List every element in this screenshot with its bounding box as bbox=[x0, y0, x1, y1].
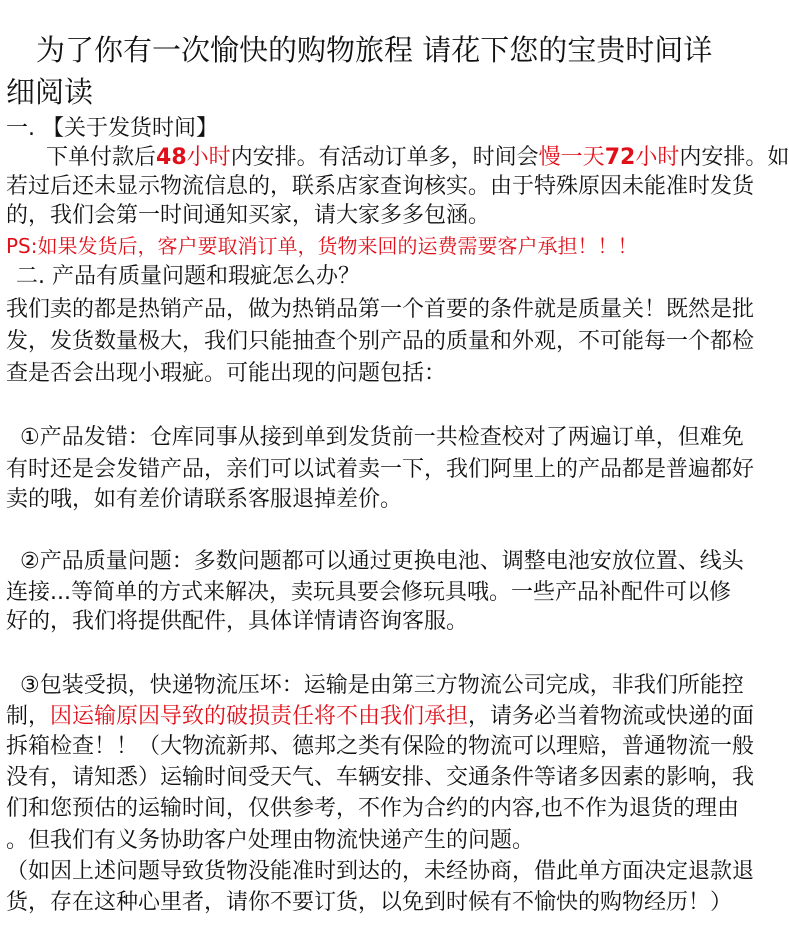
text-line bbox=[6, 826, 534, 856]
text-segment: 货，存在这种心里者，请你不要订货，以免到时候有不愉快的购物经历！） bbox=[6, 890, 733, 915]
text-line bbox=[46, 143, 789, 173]
text-segment: 内安排。如 bbox=[679, 145, 789, 170]
text-line bbox=[6, 359, 446, 389]
text-segment: 拆箱检查！！（大物流新邦、德邦之类有保险的物流可以理赔，普通物流一般 bbox=[6, 734, 755, 759]
text-line bbox=[6, 732, 754, 762]
text-segment: 连接...等简单的方式来解决，卖玩具要会修玩具哦。一些产品补配件可以修 bbox=[6, 580, 731, 605]
text-segment: ①产品发错：仓库同事从接到单到发货前一共检查校对了两遍订单，但难免 bbox=[20, 425, 744, 450]
text-segment: 制， bbox=[6, 704, 51, 729]
text-segment: 下单付款后 bbox=[46, 145, 157, 170]
text-segment: 好的，我们将提供配件，具体详情请咨询客服。 bbox=[6, 609, 469, 634]
text-line bbox=[6, 201, 490, 231]
text-line bbox=[16, 262, 360, 292]
text-line bbox=[6, 327, 754, 357]
text-segment: 为了你有一次愉快的购物旅程 请花下您的宝贵时间详 bbox=[36, 33, 713, 67]
text-segment: 的，我们会第一时间通知买家，请大家多多包涵。 bbox=[6, 203, 491, 228]
text-segment: 一. 【关于发货时间】 bbox=[6, 116, 218, 141]
text-line bbox=[6, 455, 754, 485]
text-line bbox=[6, 578, 731, 608]
text-segment: 没有，请知悉）运输时间受天气、车辆安排、交通条件等诸多因素的影响，我 bbox=[6, 765, 755, 790]
text-line bbox=[6, 485, 402, 515]
text-segment: 发，发货数量极大，我们只能抽查个别产品的质量和外观，不可能每一个都检 bbox=[6, 329, 755, 354]
highlighted-text: 小时 bbox=[635, 145, 680, 170]
text-line bbox=[6, 607, 468, 637]
highlighted-text: 48 bbox=[156, 145, 187, 170]
text-segment: 若过后还未显示物流信息的，联系店家查询核实。由于特殊原因未能准时发货 bbox=[6, 174, 755, 199]
text-segment: ②产品质量问题：多数问题都可以通过更换电池、调整电池安放位置、线头 bbox=[20, 549, 744, 574]
document-title-line bbox=[36, 30, 712, 70]
text-segment: 我们卖的都是热销产品，做为热销品第一个首要的条件就是质量关！既然是批 bbox=[6, 297, 755, 322]
highlighted-text: 因运输原因导致的破损责任将不由我们承担 bbox=[50, 704, 469, 729]
text-line bbox=[6, 794, 739, 824]
text-segment: 细阅读 bbox=[6, 75, 94, 109]
text-line bbox=[6, 231, 638, 261]
text-line bbox=[20, 423, 744, 453]
text-line bbox=[20, 671, 744, 701]
text-line bbox=[6, 857, 754, 887]
text-line bbox=[6, 172, 754, 202]
text-line bbox=[6, 295, 754, 325]
text-segment: （如因上述问题导致货物没能准时到达的，未经协商，借此单方面决定退款退 bbox=[6, 859, 755, 884]
highlighted-text: 小时 bbox=[186, 145, 231, 170]
text-segment: 。但我们有义务协助客户处理由物流快递产生的问题。 bbox=[6, 828, 535, 853]
text-line bbox=[6, 888, 732, 918]
text-line bbox=[6, 114, 218, 144]
text-segment: ，请务必当着物流或快递的面 bbox=[468, 704, 755, 729]
text-segment: 内安排。有活动订单多，时间会 bbox=[230, 145, 539, 170]
highlighted-text: 72 bbox=[604, 145, 636, 170]
text-line bbox=[20, 547, 744, 577]
text-segment: 卖的哦，如有差价请联系客服退掉差价。 bbox=[6, 487, 403, 512]
text-segment: 有时还是会发错产品，亲们可以试着卖一下，我们阿里上的产品都是普遍都好 bbox=[6, 457, 755, 482]
document-title-line bbox=[6, 72, 93, 112]
text-segment: ③包装受损，快递物流压坏：运输是由第三方物流公司完成，非我们所能控 bbox=[20, 673, 744, 698]
text-segment: 二. 产品有质量问题和瑕疵怎么办？ bbox=[16, 264, 360, 289]
highlighted-text: 慢一天 bbox=[538, 145, 605, 170]
text-segment: 查是否会出现小瑕疵。可能出现的问题包括： bbox=[6, 361, 447, 386]
text-line bbox=[6, 702, 754, 732]
text-line bbox=[6, 763, 754, 793]
highlighted-text: PS:如果发货后，客户要取消订单，货物来回的运费需要客户承担！！！ bbox=[6, 234, 638, 258]
text-segment: 们和您预估的运输时间，仅供参考，不作为合约的内容,也不作为退货的理由 bbox=[6, 796, 739, 821]
